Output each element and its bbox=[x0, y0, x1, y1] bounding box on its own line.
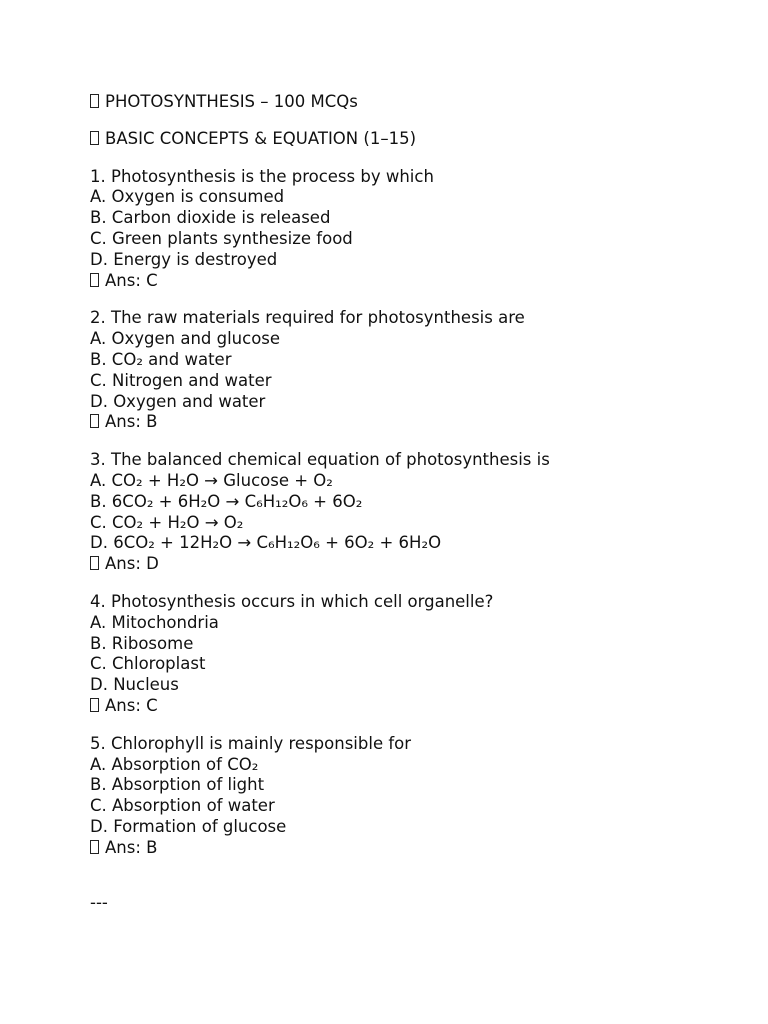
question-stem: 5. Chlorophyll is mainly responsible for bbox=[90, 733, 412, 753]
option-b: B. 6CO₂ + 6H₂O → C₆H₁₂O₆ + 6O₂ bbox=[90, 491, 363, 511]
missing-glyph-icon bbox=[90, 131, 99, 145]
missing-glyph-icon bbox=[90, 840, 99, 854]
option-b: B. Absorption of light bbox=[90, 775, 265, 795]
document-title bbox=[90, 92, 730, 113]
question-5 bbox=[90, 734, 730, 859]
section-text: BASIC CONCEPTS & EQUATION (1–15) bbox=[105, 128, 417, 148]
question-2 bbox=[90, 308, 730, 433]
option-a: A. Absorption of CO₂ bbox=[90, 754, 259, 774]
section-heading bbox=[90, 129, 730, 150]
answer-line bbox=[90, 696, 730, 717]
answer-line bbox=[90, 554, 730, 575]
option-c: C. Green plants synthesize food bbox=[90, 228, 353, 248]
option-c: C. Chloroplast bbox=[90, 654, 206, 674]
option-a: A. Oxygen and glucose bbox=[90, 329, 281, 349]
answer-line bbox=[90, 412, 730, 433]
option-c: C. Nitrogen and water bbox=[90, 370, 272, 390]
answer-line bbox=[90, 271, 730, 292]
question-stem: 2. The raw materials required for photosynthesis are bbox=[90, 308, 525, 328]
option-b: B. Ribosome bbox=[90, 633, 194, 653]
question-stem: 4. Photosynthesis occurs in which cell organelle? bbox=[90, 591, 494, 611]
missing-glyph-icon bbox=[90, 414, 99, 428]
option-a: A. Oxygen is consumed bbox=[90, 187, 285, 207]
question-3 bbox=[90, 450, 730, 575]
question-stem: 1. Photosynthesis is the process by which bbox=[90, 166, 434, 186]
option-d: D. Energy is destroyed bbox=[90, 249, 278, 269]
answer-text: Ans: C bbox=[105, 695, 158, 715]
option-d: D. Formation of glucose bbox=[90, 816, 287, 836]
question-1 bbox=[90, 167, 730, 292]
answer-text: Ans: B bbox=[105, 837, 158, 857]
option-d: D. Nucleus bbox=[90, 675, 179, 695]
missing-glyph-icon bbox=[90, 273, 99, 287]
missing-glyph-icon bbox=[90, 556, 99, 570]
missing-glyph-icon bbox=[90, 94, 99, 108]
option-c: C. CO₂ + H₂O → O₂ bbox=[90, 512, 244, 532]
answer-text: Ans: B bbox=[105, 412, 158, 432]
document-page bbox=[90, 92, 730, 913]
option-d: D. Oxygen and water bbox=[90, 391, 266, 411]
option-d: D. 6CO₂ + 12H₂O → C₆H₁₂O₆ + 6O₂ + 6H₂O bbox=[90, 533, 442, 553]
option-c: C. Absorption of water bbox=[90, 796, 275, 816]
question-4 bbox=[90, 592, 730, 717]
question-stem: 3. The balanced chemical equation of photosynthesis is bbox=[90, 450, 550, 470]
option-a: A. Mitochondria bbox=[90, 612, 219, 632]
option-a: A. CO₂ + H₂O → Glucose + O₂ bbox=[90, 470, 333, 490]
answer-text: Ans: C bbox=[105, 270, 158, 290]
section-separator: --- bbox=[90, 892, 108, 912]
option-b: B. Carbon dioxide is released bbox=[90, 208, 331, 228]
answer-line bbox=[90, 838, 730, 859]
option-b: B. CO₂ and water bbox=[90, 349, 232, 369]
answer-text: Ans: D bbox=[105, 554, 159, 574]
title-text: PHOTOSYNTHESIS – 100 MCQs bbox=[105, 92, 358, 111]
missing-glyph-icon bbox=[90, 698, 99, 712]
